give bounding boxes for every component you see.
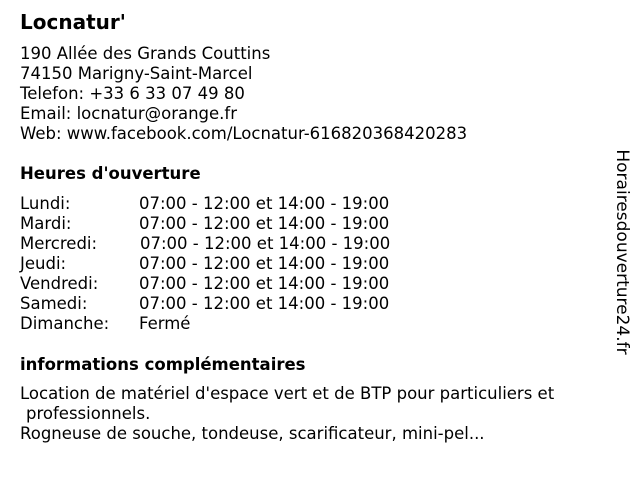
day-label: Lundi: bbox=[20, 194, 71, 213]
day-label: Vendredi: bbox=[20, 274, 99, 293]
day-label: Dimanche: bbox=[20, 314, 110, 333]
day-label: Mardi: bbox=[20, 214, 72, 233]
info-line: Rogneuse de souche, tondeuse, scarificateur, mini-pel... bbox=[20, 424, 485, 443]
website: Web: www.facebook.com/Locnatur-616820368420283 bbox=[20, 124, 468, 143]
business-name: Locnatur' bbox=[20, 10, 126, 34]
day-hours: 07:00 - 12:00 et 14:00 - 19:00 bbox=[139, 194, 390, 213]
day-hours: 07:00 - 12:00 et 14:00 - 19:00 bbox=[139, 294, 390, 313]
day-hours: 07:00 - 12:00 et 14:00 - 19:00 bbox=[139, 254, 390, 273]
info-line: professionnels. bbox=[26, 404, 151, 423]
day-hours: 07:00 - 12:00 et 14:00 - 19:00 bbox=[140, 234, 391, 253]
additional-info-text bbox=[20, 384, 554, 444]
address-block bbox=[20, 44, 467, 144]
day-label: Samedi: bbox=[20, 294, 88, 313]
site-watermark: Horairesdouverture24.fr bbox=[612, 149, 632, 355]
info-line: Location de matériel d'espace vert et de BTP pour particuliers et bbox=[20, 384, 555, 403]
city-postcode: 74150 Marigny-Saint-Marcel bbox=[20, 64, 253, 83]
additional-info-heading: informations complémentaires bbox=[20, 355, 306, 374]
day-hours: 07:00 - 12:00 et 14:00 - 19:00 bbox=[139, 214, 390, 233]
email-address: Email: locnatur@orange.fr bbox=[20, 104, 238, 123]
day-label: Jeudi: bbox=[20, 254, 67, 273]
day-hours: Fermé bbox=[139, 314, 191, 333]
day-hours: 07:00 - 12:00 et 14:00 - 19:00 bbox=[139, 274, 390, 293]
opening-hours-heading: Heures d'ouverture bbox=[20, 164, 201, 183]
phone-number: Telefon: +33 6 33 07 49 80 bbox=[20, 84, 245, 103]
day-label: Mercredi: bbox=[20, 234, 98, 253]
street-address: 190 Allée des Grands Couttins bbox=[20, 44, 271, 63]
